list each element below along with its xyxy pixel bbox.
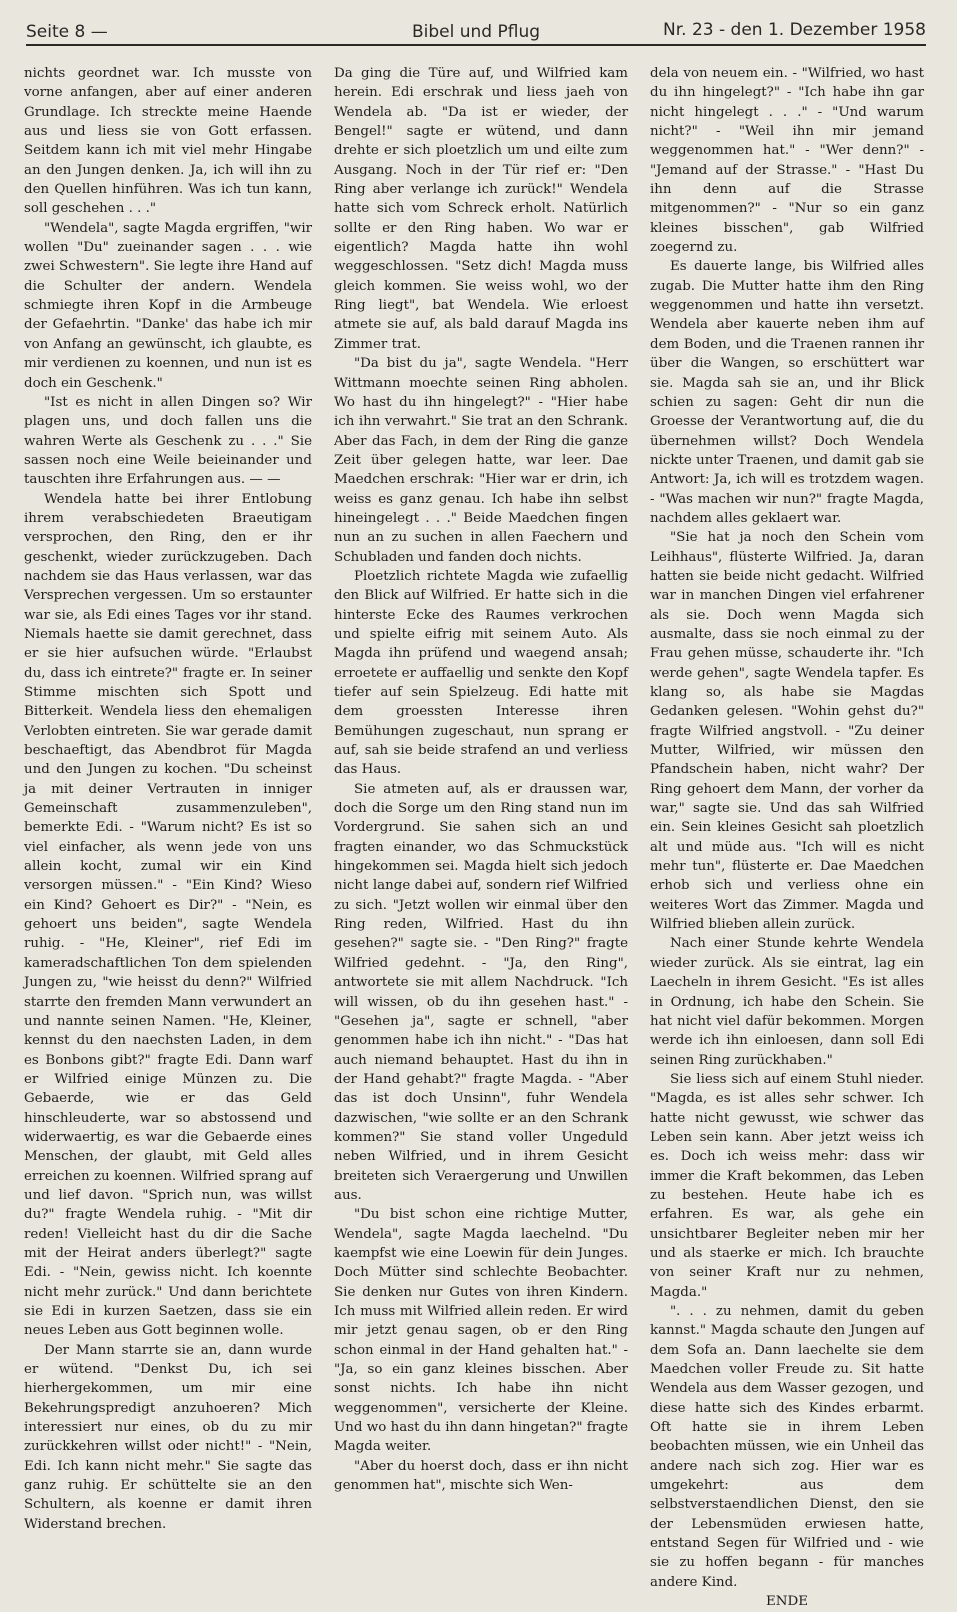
paragraph: Wendela hatte bei ihrer Entlobung ihrem verabschiedeten Braeutigam versprochen, den Ring, den er ihr geschenkt, wieder zurückzugeben. Dach nachdem sie das Haus verlassen, war das Versprechen vergessen. Um so erstaunter war sie, als Edi eines Tages vor ihr stand. Niemals haette sie damit gerechnet, dass er sie hier aufsuchen würde. "Erlaubst du, dass ich eintrete?" fragte er. In seiner Stimme mischten sich Spott und Bitterkeit. Wendela liess den ehemaligen Verlobten eintreten. Sie war gerade damit beschaeftigt, das Abendbrot für Magda und den Jungen zu kochen. "Du scheinst ja mit deiner Vertrauten in inniger Gemeinschaft zusammenzuleben", bemerkte Edi. - "Warum nicht? Es ist so viel einfacher, als wenn jede von uns allein kocht, zumal wir ein Kind versorgen müssen." - "Ein Kind? Wieso ein Kind? Gehoert es Dir?" - "Nein, es gehoert uns beiden", sagte Wendela ruhig. - "He, Kleiner", rief Edi im kameradschaftlichen Ton dem spielenden Jungen zu, "wie heisst du denn?" Wilfried starrte den fremden Mann verwundert an und nannte seinen Namen. "He, Kleiner, kennst du den naechsten Laden, in dem es Bonbons gibt?" fragte Edi. Dann warf er Wilfried einige Münzen zu. Die Gebaerde, wie er das Geld hinschleuderte, war so abstossend und widerwaertig, es war die Gebaerde eines Menschen, der glaubt, mit Geld alles erreichen zu koennen. Wilfried sprang auf und lief davon. "Sprich nun, was willst du?" fragte Wendela ruhig. - "Mit dir reden! Vielleicht hast du dir die Sache mit der Heirat anders überlegt?" sagte Edi. - "Nein, gewiss nicht. Ich koennte nicht mehr zurück." Und dann berichtete sie Edi in kurzen Saetzen, dass sie ein neues Leben aus Gott beginnen wolle.	[24, 491, 312, 1339]
paragraph: Sie atmeten auf, als er draussen war, doch die Sorge um den Ring stand nun im Vordergrund. Sie sahen sich an und fragten einander, wo das Schmuckstück hingekommen sei. Magda hielt sich jedoch nicht lange dabei auf, sondern rief Wilfried zu sich. "Jetzt wollen wir einmal über den Ring reden, Wilfried. Hast du ihn gesehen?" sagte sie. - "Den Ring?" fragte Wilfried gedehnt. - "Ja, den Ring", antwortete sie mit allem Nachdruck. "Ich will wissen, ob du ihn gesehen hast." - "Gesehen ja", sagte er schnell, "aber genommen habe ich ihn nicht." - "Das hat auch niemand behauptet. Hast du ihn in der Hand gehabt?" fragte Magda. - "Aber das ist doch Unsinn", fuhr Wendela dazwischen, "wie sollte er an den Schrank kommen?" Sie stand voller Ungeduld neben Wilfried, und in ihrem Gesicht breiteten sich Veraergerung und Unwillen aus.	[334, 781, 628, 1203]
paragraph: "Da bist du ja", sagte Wendela. "Herr Wittmann moechte seinen Ring abholen. Wo hast du ihn hingelegt?" - "Hier habe ich ihn verwahrt." Sie trat an den Schrank. Aber das Fach, in dem der Ring die ganze Zeit über gelegen hatte, war leer. Dae Maedchen erschrak: "Hier war er drin, ich weiss es ganz genau. Ich habe ihn selbst hineingelegt . . ." Beide Maedchen fingen nun an zu suchen in allen Faechern und Schubladen und fanden doch nichts.	[334, 356, 628, 565]
paragraph: Es dauerte lange, bis Wilfried alles zugab. Die Mutter hatte ihm den Ring weggenommen und hatte ihn versetzt. Wendela aber kauerte neben ihm auf dem Boden, und die Traenen rannen ihr über die Wangen, so erschüttert war sie. Magda sah sie an, und ihr Blick schien zu sagen: Geht dir nun die Groesse der Verantwortung auf, die du übernehmen willst? Doch Wendela nickte unter Traenen, und damit gab sie Antwort: Ja, ich will es trotzdem wagen. - "Was machen wir nun?" fragte Magda, nachdem alles geklaert war.	[650, 259, 924, 526]
paragraph: "Ist es nicht in allen Dingen so? Wir plagen uns, und doch fallen uns die wahren Werte als Geschenk zu . . ." Sie sassen noch eine Weile beieinander und tauschten ihre Erfahrungen aus. — —	[24, 394, 312, 488]
paragraph: ". . . zu nehmen, damit du geben kannst." Magda schaute den Jungen auf dem Sofa an. Dann laechelte sie dem Maedchen voller Freude zu. Sit hatte Wendela aus dem Wasser gezogen, und diese hatte sich des Kindes erbarmt. Oft hatte sie in ihrem Leben beobachten müssen, wie ein Unheil das andere nach sich zog. Hier war es umgekehrt: aus dem selbstverstaendlichen Dienst, den sie der Lebensmüden erwiesen hatte, entstand Segen für Wilfried und - wie sie zu hoffen begann - für manches andere Kind.	[650, 1304, 924, 1590]
page-header	[26, 14, 926, 46]
paragraph: "Aber du hoerst doch, dass er ihn nicht genommen hat", mischte sich Wen-	[334, 1458, 628, 1494]
paragraph: Der Mann starrte sie an, dann wurde er wütend. "Denkst Du, ich sei hierhergekommen, um mir eine Bekehrungspredigt anzuhoeren? Mich interessiert nur eines, ob du zu mir zurückkehren willst oder nicht!" - "Nein, Edi. Ich kann nicht mehr." Sie sagte das ganz ruhig. Er schüttelte sie an den Schultern, als koenne er damit ihren Widerstand brechen.	[24, 1342, 312, 1532]
publication-title: Bibel und Pflug	[411, 22, 541, 42]
paragraph: "Wendela", sagte Magda ergriffen, "wir wollen "Du" zueinander sagen . . . wie zwei Schwestern". Sie legte ihre Hand auf die Schulter der andern. Wendela schmiegte ihren Kopf in die Armbeuge der Gefaehrtin. "Danke' das habe ich mir von Anfang an gewünscht, ich glaubte, es mir verdienen zu koennen, und nun ist es doch ein Geschenk."	[24, 220, 312, 391]
paragraph: Sie liess sich auf einem Stuhl nieder. "Magda, es ist alles sehr schwer. Ich hatte nicht gewusst, wie schwer das Leben sein kann. Aber jetzt weiss ich es. Doch ich weiss mehr: dass wir immer die Kraft bekommen, das Leben zu bestehen. Heute habe ich es erfahren. Es war, als gehe ein unsichtbarer Begleiter neben mir her und als staerke er mich. Ich brauchte von seiner Kraft nur zu nehmen, Magda."	[650, 1071, 924, 1300]
paragraph: nichts geordnet war. Ich musste von vorne anfangen, aber auf einer anderen Grundlage. Ich streckte meine Haende aus und liess sie von Gott erfassen. Seitdem kann ich mit viel mehr Hingabe an den Jungen denken. Ja, ich will ihn zu den Quellen hinführen. Was ich tun kann, soll geschehen . . ."	[24, 66, 312, 217]
paragraph: Da ging die Türe auf, und Wilfried kam herein. Edi erschrak und liess jaeh von Wendela ab. "Da ist er wieder, der Bengel!" sagte er wütend, und dann drehte er sich ploetzlich um und eilte zum Ausgang. Noch in der Tür rief er: "Den Ring aber verlange ich zurück!" Wendela hatte sich vom Schreck erholt. Natürlich sollte er den Ring haben. Wo war er eigentlich? Magda hatte ihn wohl weggeschlossen. "Setz dich! Magda muss gleich kommen. Sie weiss wohl, wo der Ring liegt", bat Wendela. Wie erloest atmete sie auf, als bald darauf Magda ins Zimmer trat.	[334, 66, 628, 352]
text-column-2	[334, 64, 628, 1494]
text-column-3	[650, 64, 924, 1610]
end-mark: ENDE	[765, 1594, 808, 1610]
paragraph: dela von neuem ein. - "Wilfried, wo hast du ihn hingelegt?" - "Ich habe ihn gar nicht hingelegt . . ." - "Und warum nicht?" - "Weil ihn mir jemand weggenommen hat." - "Wer denn?" - "Jemand auf der Strasse." - "Hast Du ihn denn auf die Strasse mitgenommen?" - "Nur so ein ganz kleines bisschen", gab Wilfried zoegernd zu.	[650, 66, 924, 256]
page-number: Seite 8 —	[26, 22, 108, 42]
paragraph: "Du bist schon eine richtige Mutter, Wendela", sagte Magda laechelnd. "Du kaempfst wie eine Loewin für dein Junges. Doch Mütter sind schlechte Beobachter. Sie denken nur Gutes von ihren Kindern. Ich muss mit Wilfried allein reden. Er wird mir jetzt genau sagen, ob er den Ring schon einmal in der Hand gehalten hat." - "Ja, so ein ganz kleines bisschen. Aber sonst nichts. Ich habe ihn nicht weggenommen", versicherte der Kleine. Und wo hast du ihn dann hingetan?" fragte Magda weiter.	[334, 1207, 628, 1455]
paragraph: Ploetzlich richtete Magda wie zufaellig den Blick auf Wilfried. Er hatte sich in die hinterste Ecke des Raumes verkrochen und spielte eifrig mit seinem Auto. Als Magda ihn prüfend und waegend ansah; erroetete er auffaellig und senkte den Kopf tiefer auf sein Spielzeug. Edi hatte mit dem groessten Interesse ihren Bemühungen zugeschaut, nun sprang er auf, sah sie beide strafend an und verliess das Haus.	[334, 568, 628, 778]
paragraph: "Sie hat ja noch den Schein vom Leihhaus", flüsterte Wilfried. Ja, daran hatten sie beide nicht gedacht. Wilfried war in manchen Dingen viel erfahrener als sie. Doch wenn Magda sich ausmalte, dass sie noch einmal zu der Frau gehen müsse, schauderte ihr. "Ich werde gehen", sagte Wendela tapfer. Es klang so, als habe sie Magdas Gedanken gelesen. "Wohin gehst du?" fragte Wilfried angstvoll. - "Zu deiner Mutter, Wilfried, wir müssen den Pfandschein haben, nicht wahr? Der Ring gehoert dem Mann, der vorher da war," sagte sie. Und das sah Wilfried ein. Sein kleines Gesicht sah ploetzlich alt und müde aus. "Ich will es nicht mehr tun", flüsterte er. Dae Maedchen erhob sich und verliess ohne ein weiteres Wort das Zimmer. Magda und Wilfried blieben allein zurück.	[650, 530, 924, 933]
issue-date: Nr. 23 - den 1. Dezember 1958	[663, 20, 926, 40]
text-column-1	[24, 64, 312, 1532]
paragraph: Nach einer Stunde kehrte Wendela wieder zurück. Als sie eintrat, lag ein Laecheln in ihrem Gesicht. "Es ist alles in Ordnung, ich habe den Schein. Sie hat nicht viel dafür bekommen. Morgen werde ich ihn einloesen, dann soll Edi seinen Ring zurückhaben."	[650, 936, 924, 1068]
